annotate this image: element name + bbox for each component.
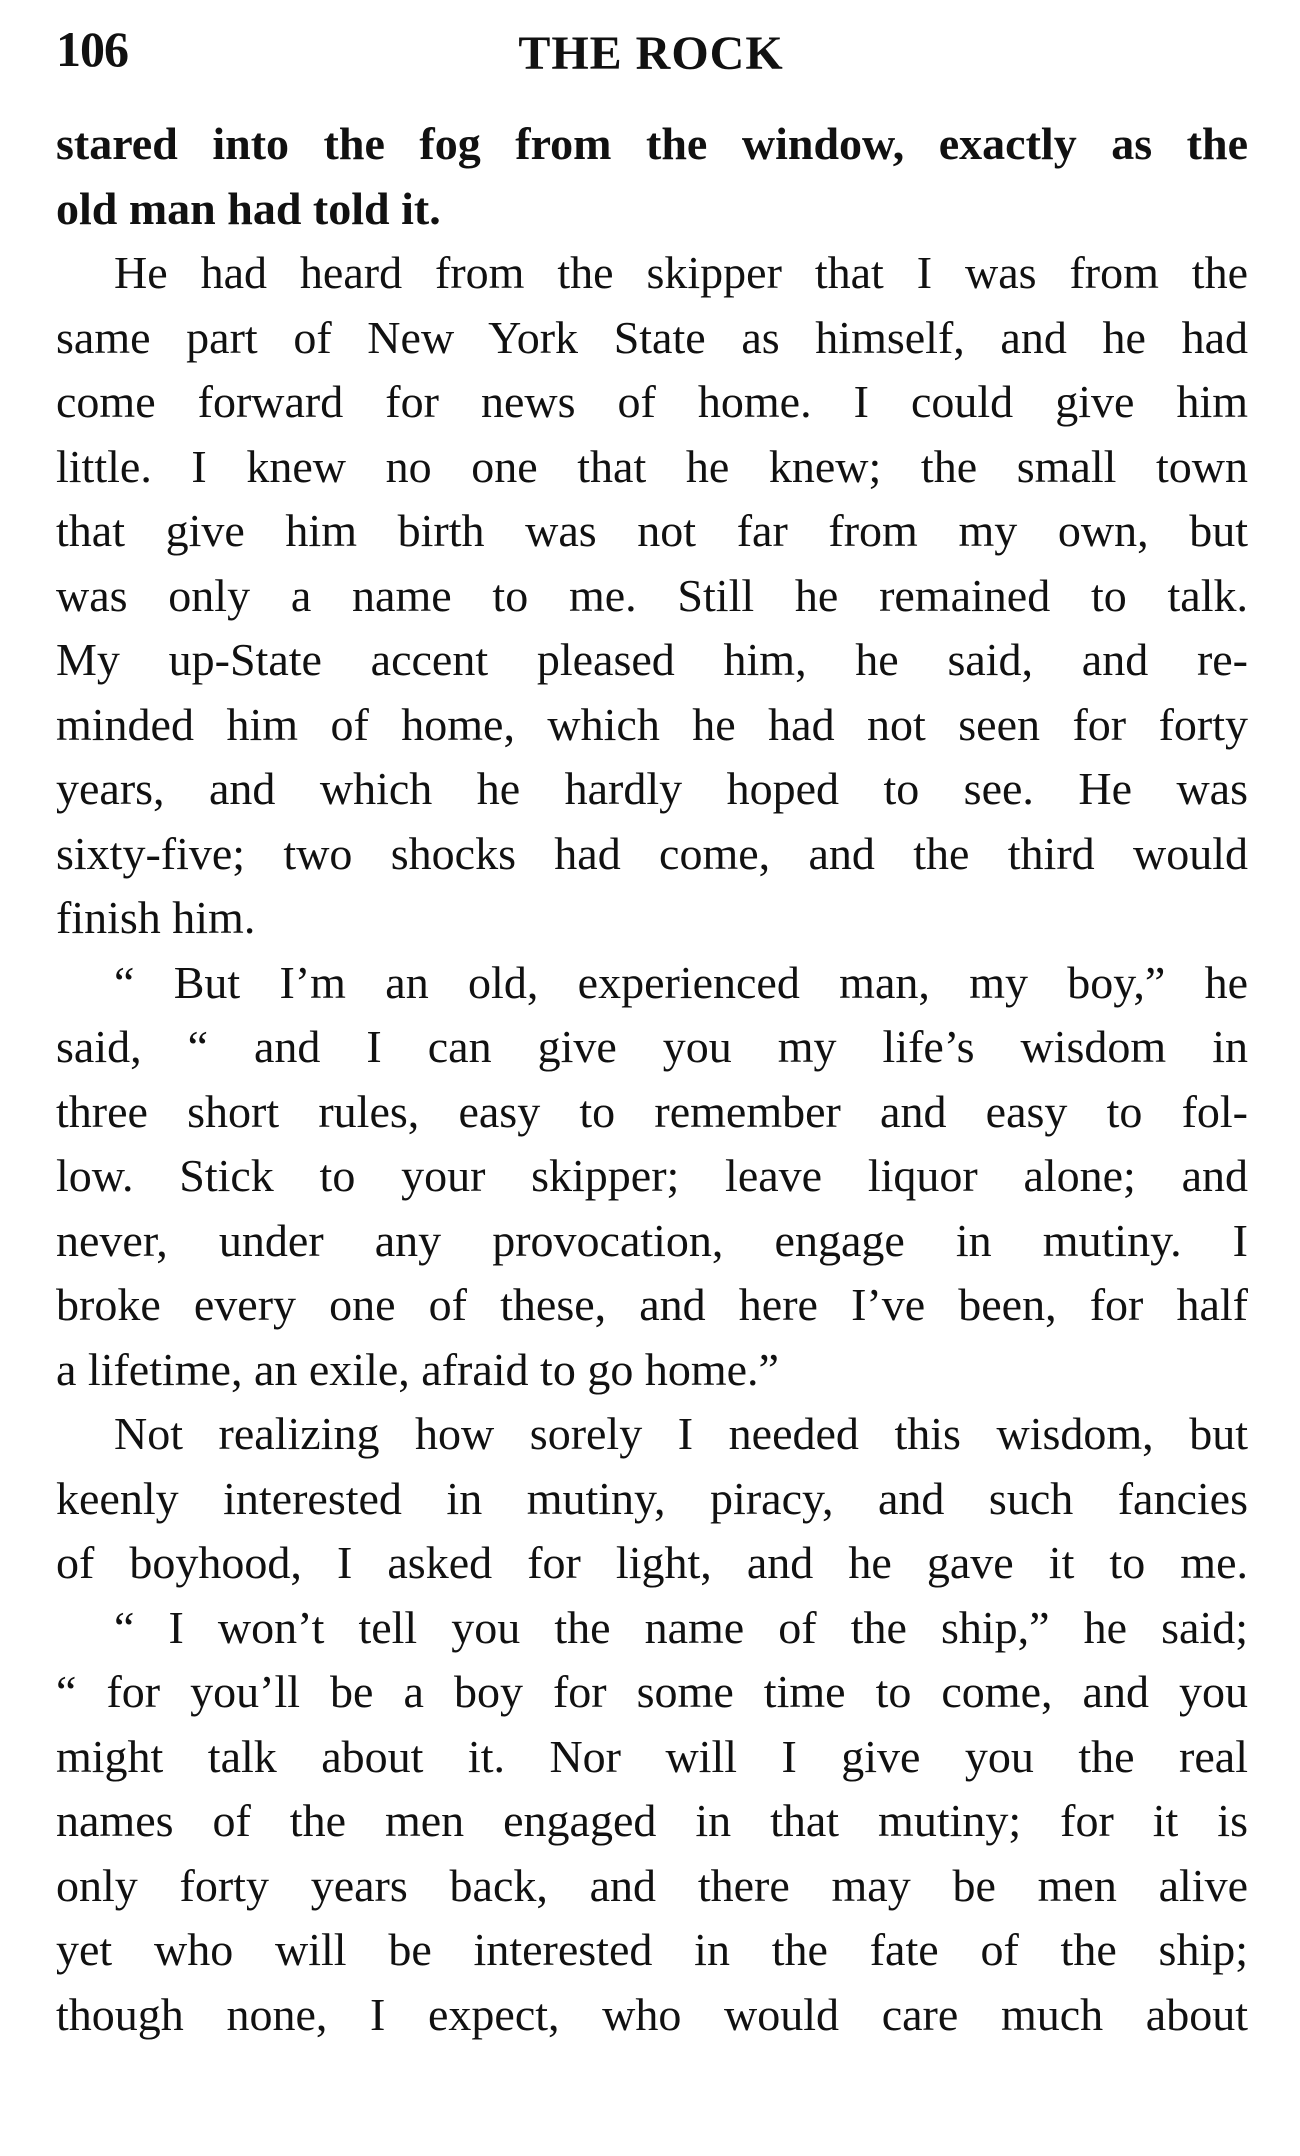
text-line: finish him.	[56, 892, 256, 943]
text-line: My up-State accent pleased him, he said, and re-	[56, 634, 1248, 685]
text-line: yet who will be interested in the fate of the ship;	[56, 1924, 1248, 1975]
text-line: Not realizing how sorely I needed this wisdom, but	[114, 1408, 1248, 1459]
text-line: low. Stick to your skipper; leave liquor alone; and	[56, 1150, 1248, 1201]
body-text	[56, 112, 1248, 2047]
text-line: He had heard from the skipper that I was from the	[114, 247, 1248, 298]
text-line: sixty-five; two shocks had come, and the third would	[56, 827, 1248, 879]
page-header	[56, 14, 1246, 94]
text-line: three short rules, easy to remember and easy to fol-	[56, 1085, 1248, 1137]
text-line: broke every one of these, and here I’ve been, for half	[56, 1279, 1248, 1330]
text-line: little. I knew no one that he knew; the small town	[56, 440, 1248, 492]
text-line: “ But I’m an old, experienced man, my boy,” he	[114, 956, 1248, 1008]
page-number: 106	[56, 21, 128, 77]
text-line: minded him of home, which he had not seen for forty	[56, 698, 1248, 750]
text-line: of boyhood, I asked for light, and he gave it to me.	[56, 1537, 1248, 1588]
text-line: “ for you’ll be a boy for some time to come, and you	[56, 1666, 1248, 1717]
text-line: never, under any provocation, engage in mutiny. I	[56, 1214, 1248, 1266]
text-line: said, “ and I can give you my life’s wisdom in	[56, 1021, 1248, 1072]
text-line: a lifetime, an exile, afraid to go home.”	[56, 1343, 779, 1395]
text-line: years, and which he hardly hoped to see. He was	[56, 763, 1248, 814]
text-line: old man had told it.	[56, 182, 441, 234]
text-line: might talk about it. Nor will I give you the real	[56, 1730, 1248, 1782]
text-line: names of the men engaged in that mutiny; for it is	[56, 1795, 1248, 1846]
text-line: “ I won’t tell you the name of the ship,” he said;	[114, 1601, 1248, 1653]
text-line: same part of New York State as himself, and he had	[56, 311, 1248, 363]
text-line: though none, I expect, who would care much about	[56, 1988, 1248, 2040]
text-line: come forward for news of home. I could give him	[56, 376, 1248, 427]
text-line: was only a name to me. Still he remained to talk.	[56, 569, 1248, 621]
text-line: only forty years back, and there may be men alive	[56, 1859, 1248, 1911]
text-line: stared into the fog from the window, exactly as the	[56, 118, 1248, 169]
running-head: THE ROCK	[518, 27, 784, 80]
text-line: keenly interested in mutiny, piracy, and such fancies	[56, 1472, 1248, 1524]
text-line: that give him birth was not far from my own, but	[56, 505, 1248, 556]
